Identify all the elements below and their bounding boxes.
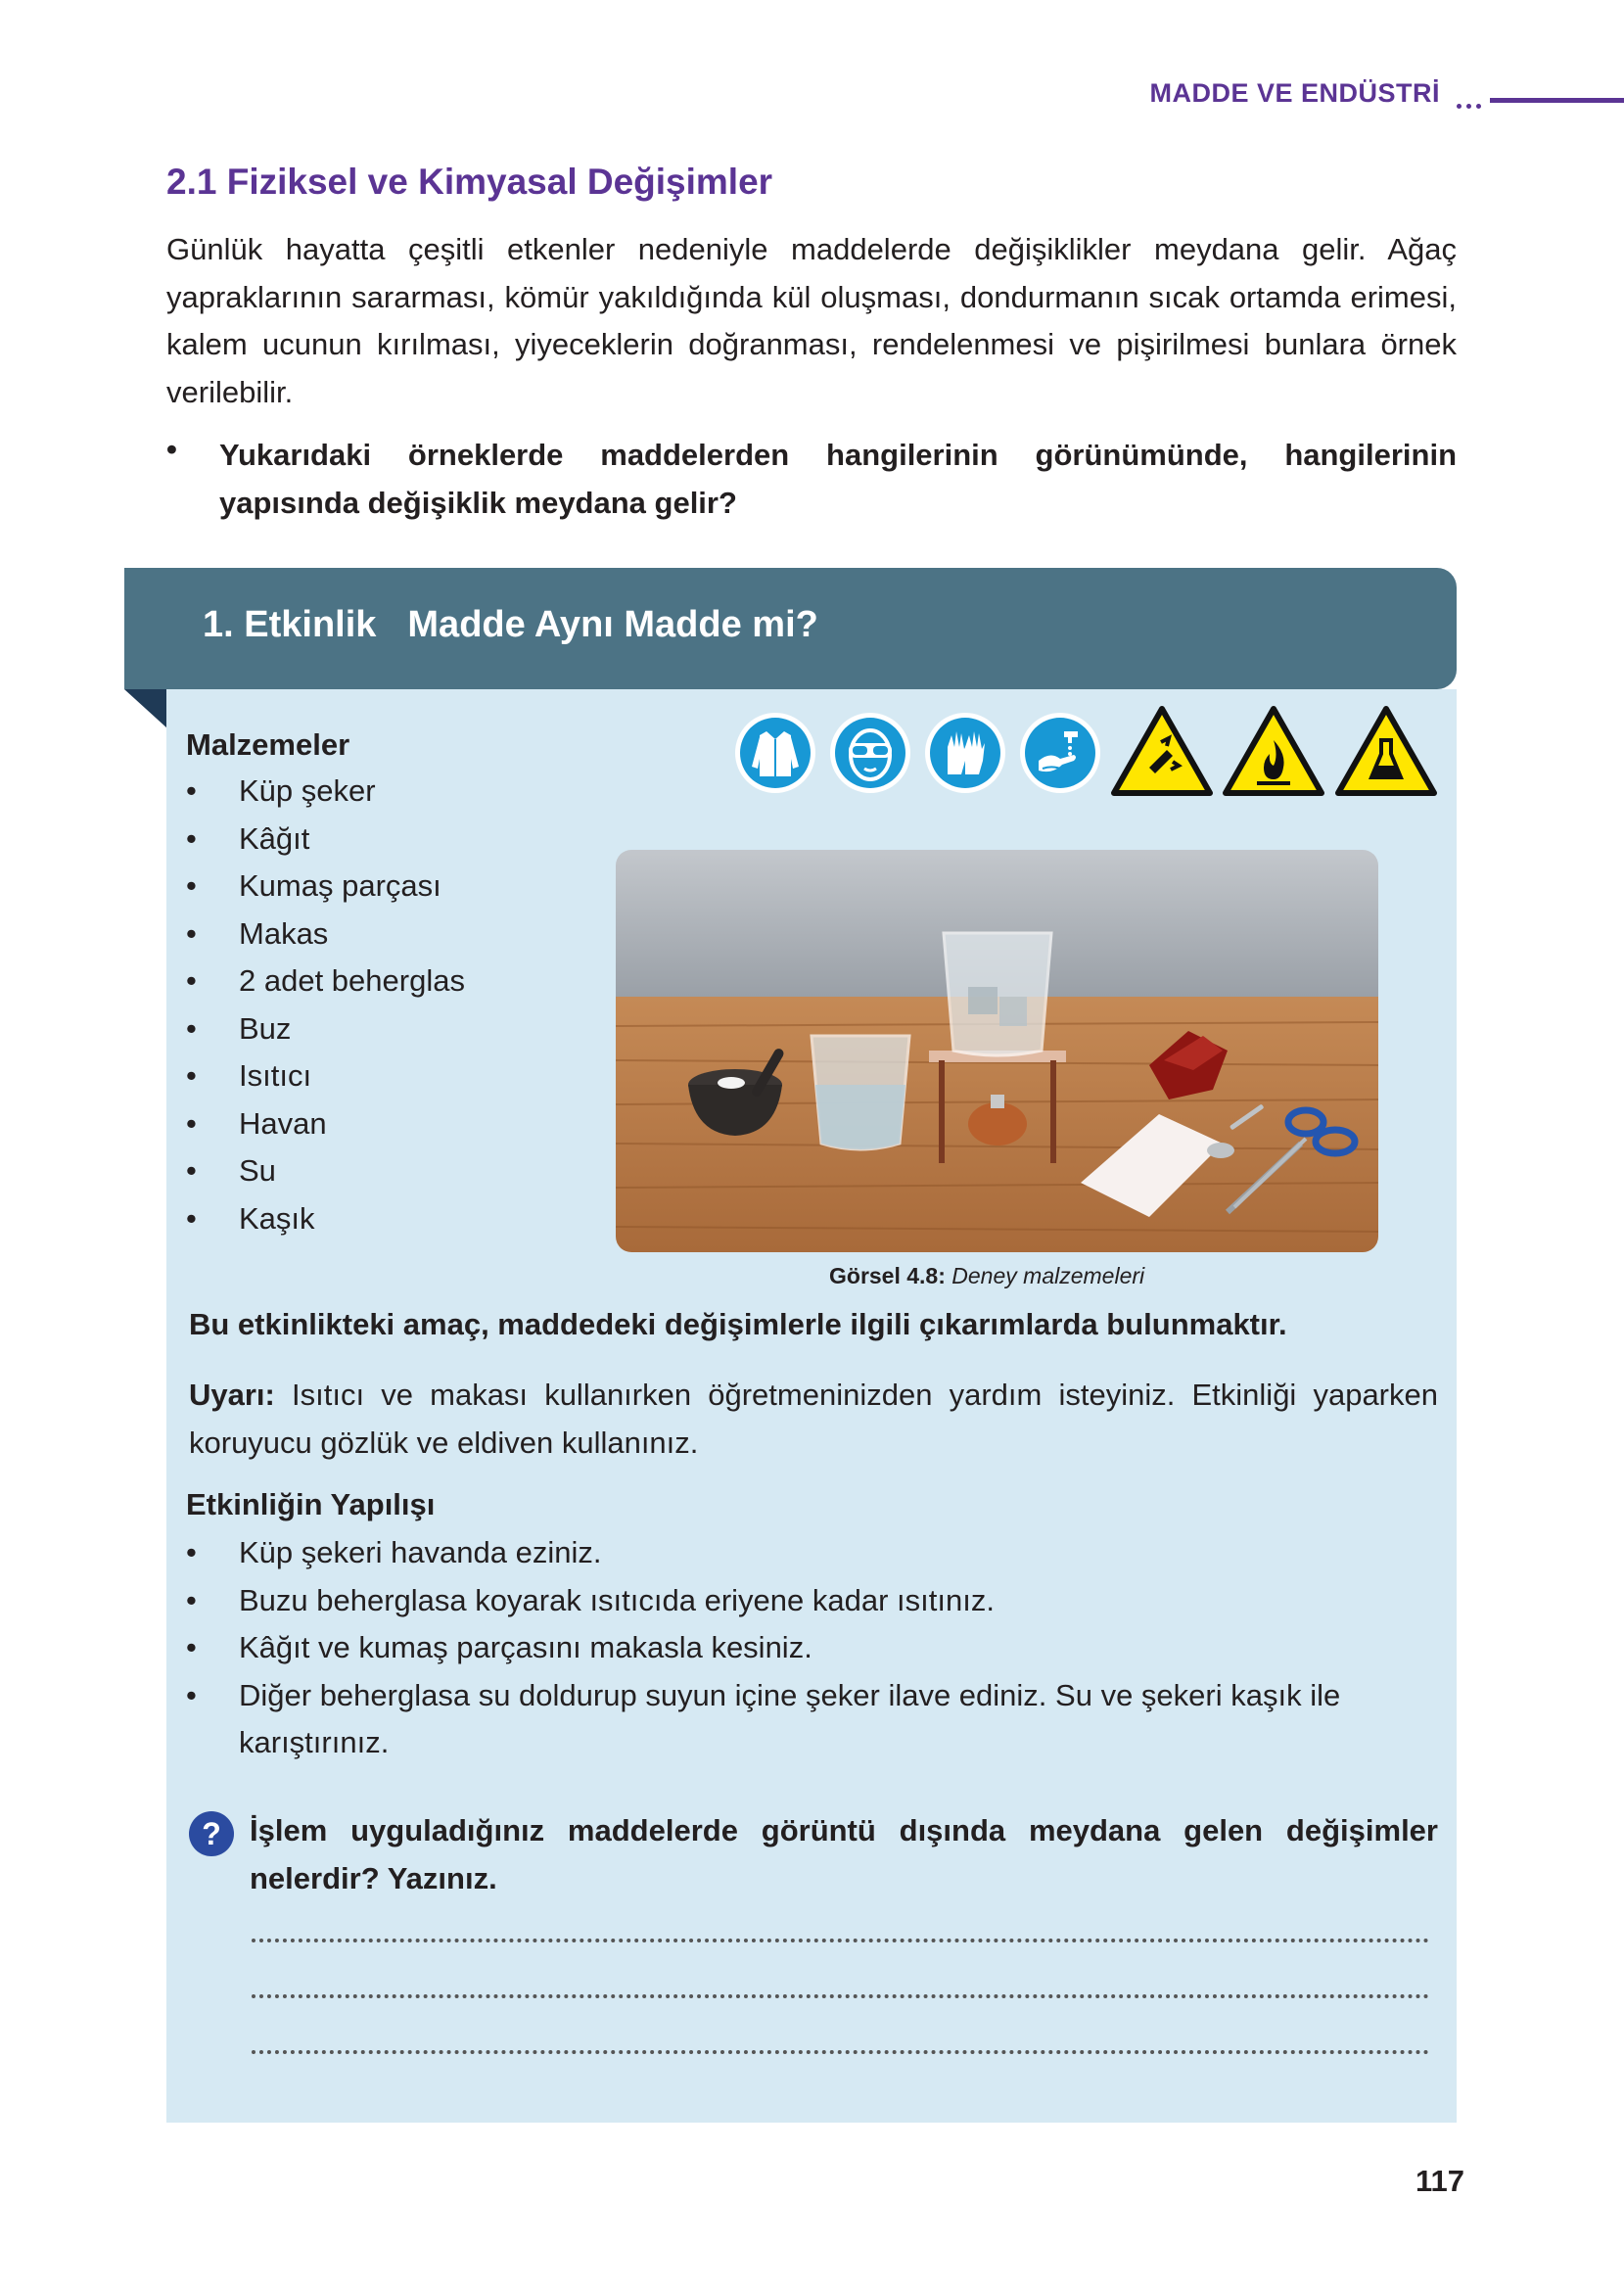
list-item: • Isıtıcı bbox=[186, 1058, 312, 1093]
page-number: 117 bbox=[1415, 2164, 1465, 2198]
activity-title bbox=[203, 604, 818, 646]
materials-list bbox=[186, 768, 675, 1242]
activity-header-fold bbox=[124, 689, 167, 728]
flammable-hazard-icon bbox=[1222, 705, 1325, 799]
answer-line[interactable] bbox=[252, 1994, 1429, 1998]
warning-paragraph bbox=[189, 1372, 1438, 1467]
list-item: • Kâğıt bbox=[186, 820, 310, 856]
experiment-photo bbox=[616, 850, 1378, 1252]
materials-heading: Malzemeler bbox=[186, 727, 350, 762]
lab-coat-icon bbox=[735, 713, 815, 793]
steps-list bbox=[186, 1529, 1441, 1767]
header-dots bbox=[1457, 98, 1486, 116]
photo-caption: Görsel 4.8: Deney malzemeleri bbox=[829, 1263, 1145, 1288]
intro-paragraph: Günlük hayatta çeşitli etkenler nedeniyle maddelerde değişiklikler meydana gelir. Ağaç yapraklarının sararması, kömür yakıldığında kül oluşması, dondurmanın sıcak ortamda erimesi, kalem ucunun kırılması, yiyeceklerin doğranması, rendelenmesi ve pişirilmesi bunlara örnek verilebilir. bbox=[166, 232, 1457, 409]
section-title: 2.1 Fiziksel ve Kimyasal Değişimler bbox=[166, 162, 773, 202]
list-item: • Buz bbox=[186, 1010, 292, 1046]
list-item: • Makas bbox=[186, 915, 329, 951]
question-mark-icon: ? bbox=[189, 1811, 234, 1856]
activity-number: 1. Etkinlik bbox=[203, 604, 377, 645]
answer-line[interactable] bbox=[252, 1939, 1429, 1942]
list-item: • Kâğıt ve kumaş parçasını makasla kesiniz. bbox=[186, 1630, 812, 1664]
warning-label: Uyarı: bbox=[189, 1378, 275, 1412]
question-text: Yukarıdaki örneklerde maddelerden hangilerinin görünümünde, hangilerinin yapısında değişiklik meydana gelir? bbox=[219, 438, 1457, 520]
list-item: • Su bbox=[186, 1153, 276, 1188]
list-item: • Diğer beherglasa su doldurup suyun içine şeker ilave ediniz. Su ve şekeri kaşık ile karıştırınız. bbox=[186, 1677, 1341, 1759]
sharp-object-hazard-icon bbox=[1110, 705, 1214, 799]
activity-name: Madde Aynı Madde mi? bbox=[407, 604, 818, 645]
answer-line[interactable] bbox=[252, 2050, 1429, 2054]
list-item: • Kaşık bbox=[186, 1200, 315, 1236]
chemical-hazard-icon bbox=[1334, 705, 1438, 799]
list-item: • 2 adet beherglas bbox=[186, 963, 465, 998]
list-item: • Kumaş parçası bbox=[186, 868, 441, 903]
header-rule bbox=[1490, 98, 1624, 103]
list-item: • Küp şekeri havanda eziniz. bbox=[186, 1535, 602, 1569]
safety-icons-row bbox=[735, 705, 1440, 803]
final-question: İşlem uyguladığınız maddelerde görüntü dışında meydana gelen değişimler nelerdir? Yazınız. bbox=[250, 1813, 1438, 1895]
activity-goal: Bu etkinlikteki amaç, maddedeki değişimlerle ilgili çıkarımlarda bulunmaktır. bbox=[189, 1307, 1287, 1341]
running-header: MADDE VE ENDÜSTRİ bbox=[1149, 78, 1440, 108]
gloves-icon bbox=[925, 713, 1005, 793]
list-item: • Havan bbox=[186, 1105, 327, 1141]
list-item: • Buzu beherglasa koyarak ısıtıcıda eriyene kadar ısıtınız. bbox=[186, 1582, 995, 1617]
goggles-icon bbox=[830, 713, 910, 793]
steps-heading: Etkinliğin Yapılışı bbox=[186, 1487, 436, 1521]
hand-wash-icon bbox=[1020, 713, 1100, 793]
list-item: • Küp şeker bbox=[186, 773, 376, 808]
warning-text: Isıtıcı ve makası kullanırken öğretmeninizden yardım isteyiniz. Etkinliği yaparken koruyucu gözlük ve eldiven kullanınız. bbox=[189, 1378, 1438, 1460]
bullet: • bbox=[166, 432, 177, 466]
